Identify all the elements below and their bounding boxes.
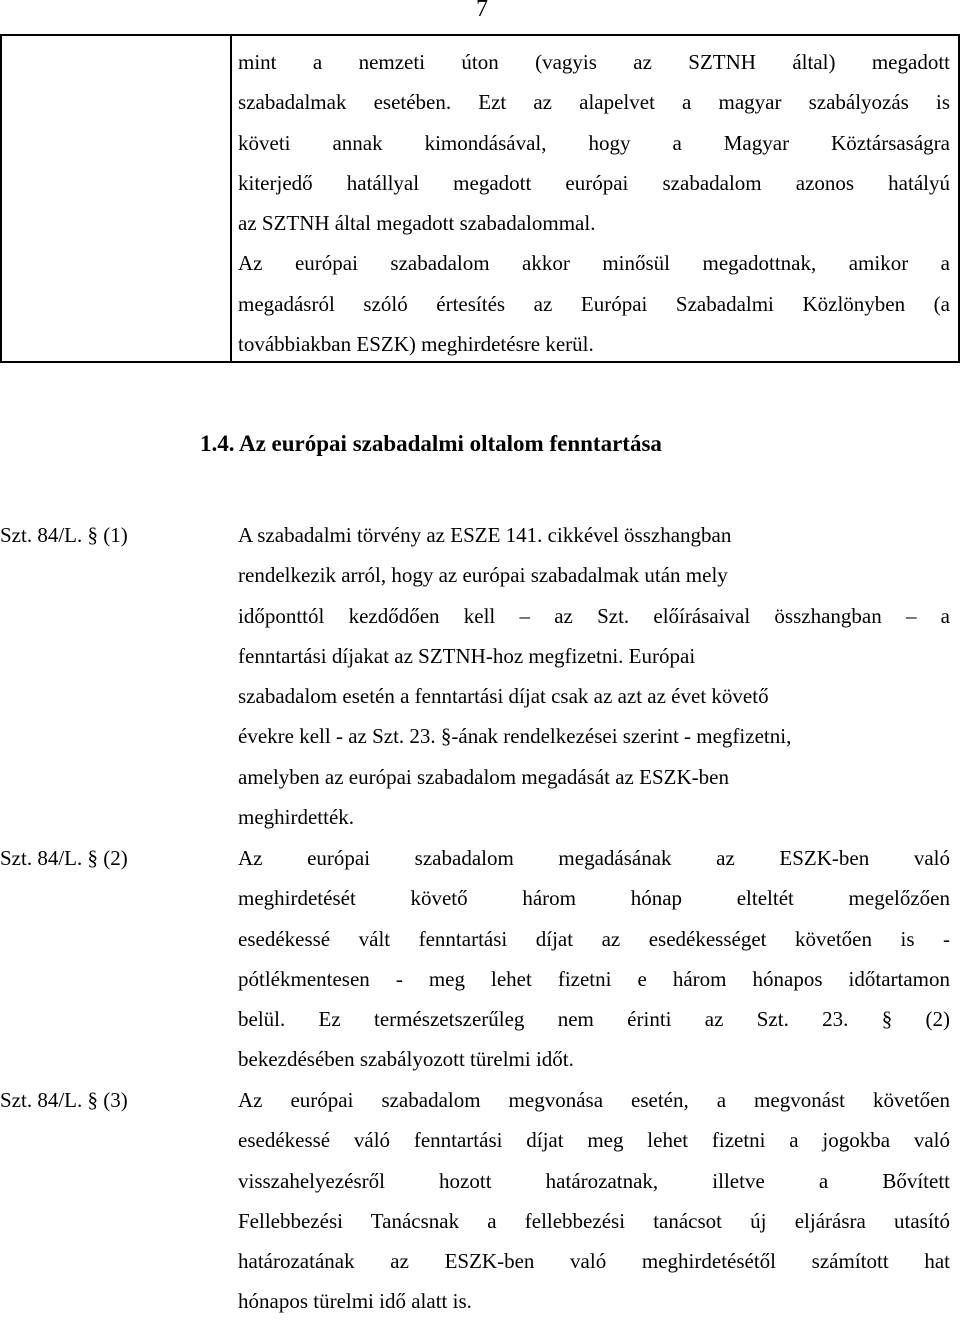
boxed-text-line: mint a nemzeti úton (vagyis az SZTNH által) megadott (238, 50, 950, 74)
paragraph-line: szabadalom esetén a fenntartási díjat csak az azt az évet követő (238, 684, 769, 709)
paragraph-line: évekre kell - az Szt. 23. §-ának rendelkezései szerint - megfizetni, (238, 724, 792, 749)
paragraph-line: visszahelyezésről hozott határozatnak, illetve a Bővített (238, 1168, 950, 1193)
paragraph-line: belül. Ez természetszerűleg nem érinti az Szt. 23. § (2) (238, 1007, 950, 1032)
paragraph-3-text (238, 1080, 950, 1322)
section-heading: 1.4. Az európai szabadalmi oltalom fenntartása (200, 431, 662, 456)
paragraph-line: hónapos türelmi idő alatt is. (238, 1289, 472, 1314)
paragraph-line: meghirdetését követő három hónap elteltét megelőzően (238, 886, 950, 911)
boxed-text-line: Az európai szabadalom akkor minősül megadottnak, amikor a (238, 251, 950, 276)
paragraph-1-text (238, 515, 950, 837)
paragraph-line: Az európai szabadalom megvonása esetén, a megvonást követően (238, 1088, 950, 1112)
paragraph-line: időponttól kezdődően kell – az Szt. előírásaival összhangban – a (238, 603, 950, 628)
paragraph-line: esedékessé vált fenntartási díjat az esedékességet követően is - (238, 926, 950, 951)
paragraph-label-1: Szt. 84/L. § (1) (0, 523, 128, 547)
paragraph-line: A szabadalmi törvény az ESZE 141. cikkével összhangban (238, 523, 732, 547)
paragraph-line: pótlékmentesen - meg lehet fizetni e három hónapos időtartamon (238, 966, 950, 991)
boxed-text-line: követi annak kimondásával, hogy a Magyar Köztársaságra (238, 130, 950, 155)
boxed-text-line: továbbiakban ESZK) meghirdetésre kerül. (238, 332, 594, 357)
boxed-text-line: az SZTNH által megadott szabadalommal. (238, 211, 596, 236)
page-number: 7 (476, 0, 488, 22)
paragraph-line: Az európai szabadalom megadásának az ESZK-ben való (238, 846, 950, 870)
paragraph-line: meghirdették. (238, 805, 355, 830)
paragraph-line: bekezdésében szabályozott türelmi időt. (238, 1047, 574, 1072)
paragraph-line: határozatának az ESZK-ben való meghirdetésétől számított hat (238, 1249, 950, 1274)
paragraph-line: amelyben az európai szabadalom megadását az ESZK-ben (238, 764, 729, 789)
paragraph-line: Fellebbezési Tanácsnak a fellebbezési tanácsot új eljárásra utasító (238, 1208, 950, 1233)
paragraph-line: rendelkezik arról, hogy az európai szabadalmak után mely (238, 563, 728, 588)
paragraph-label-2: Szt. 84/L. § (2) (0, 846, 128, 870)
boxed-text (238, 42, 950, 364)
paragraph-line: esedékessé váló fenntartási díjat meg lehet fizetni a jogokba való (238, 1128, 950, 1153)
paragraph-2-text (238, 838, 950, 1080)
boxed-text-line: szabadalmak esetében. Ezt az alapelvet a magyar szabályozás is (238, 90, 950, 115)
paragraph-label-3: Szt. 84/L. § (3) (0, 1088, 128, 1112)
table-column-divider (230, 36, 232, 361)
boxed-text-line: kiterjedő hatállyal megadott európai szabadalom azonos hatályú (238, 170, 950, 195)
boxed-text-line: megadásról szóló értesítés az Európai Szabadalmi Közlönyben (a (238, 291, 950, 316)
paragraph-line: fenntartási díjakat az SZTNH-hoz megfizetni. Európai (238, 643, 696, 668)
